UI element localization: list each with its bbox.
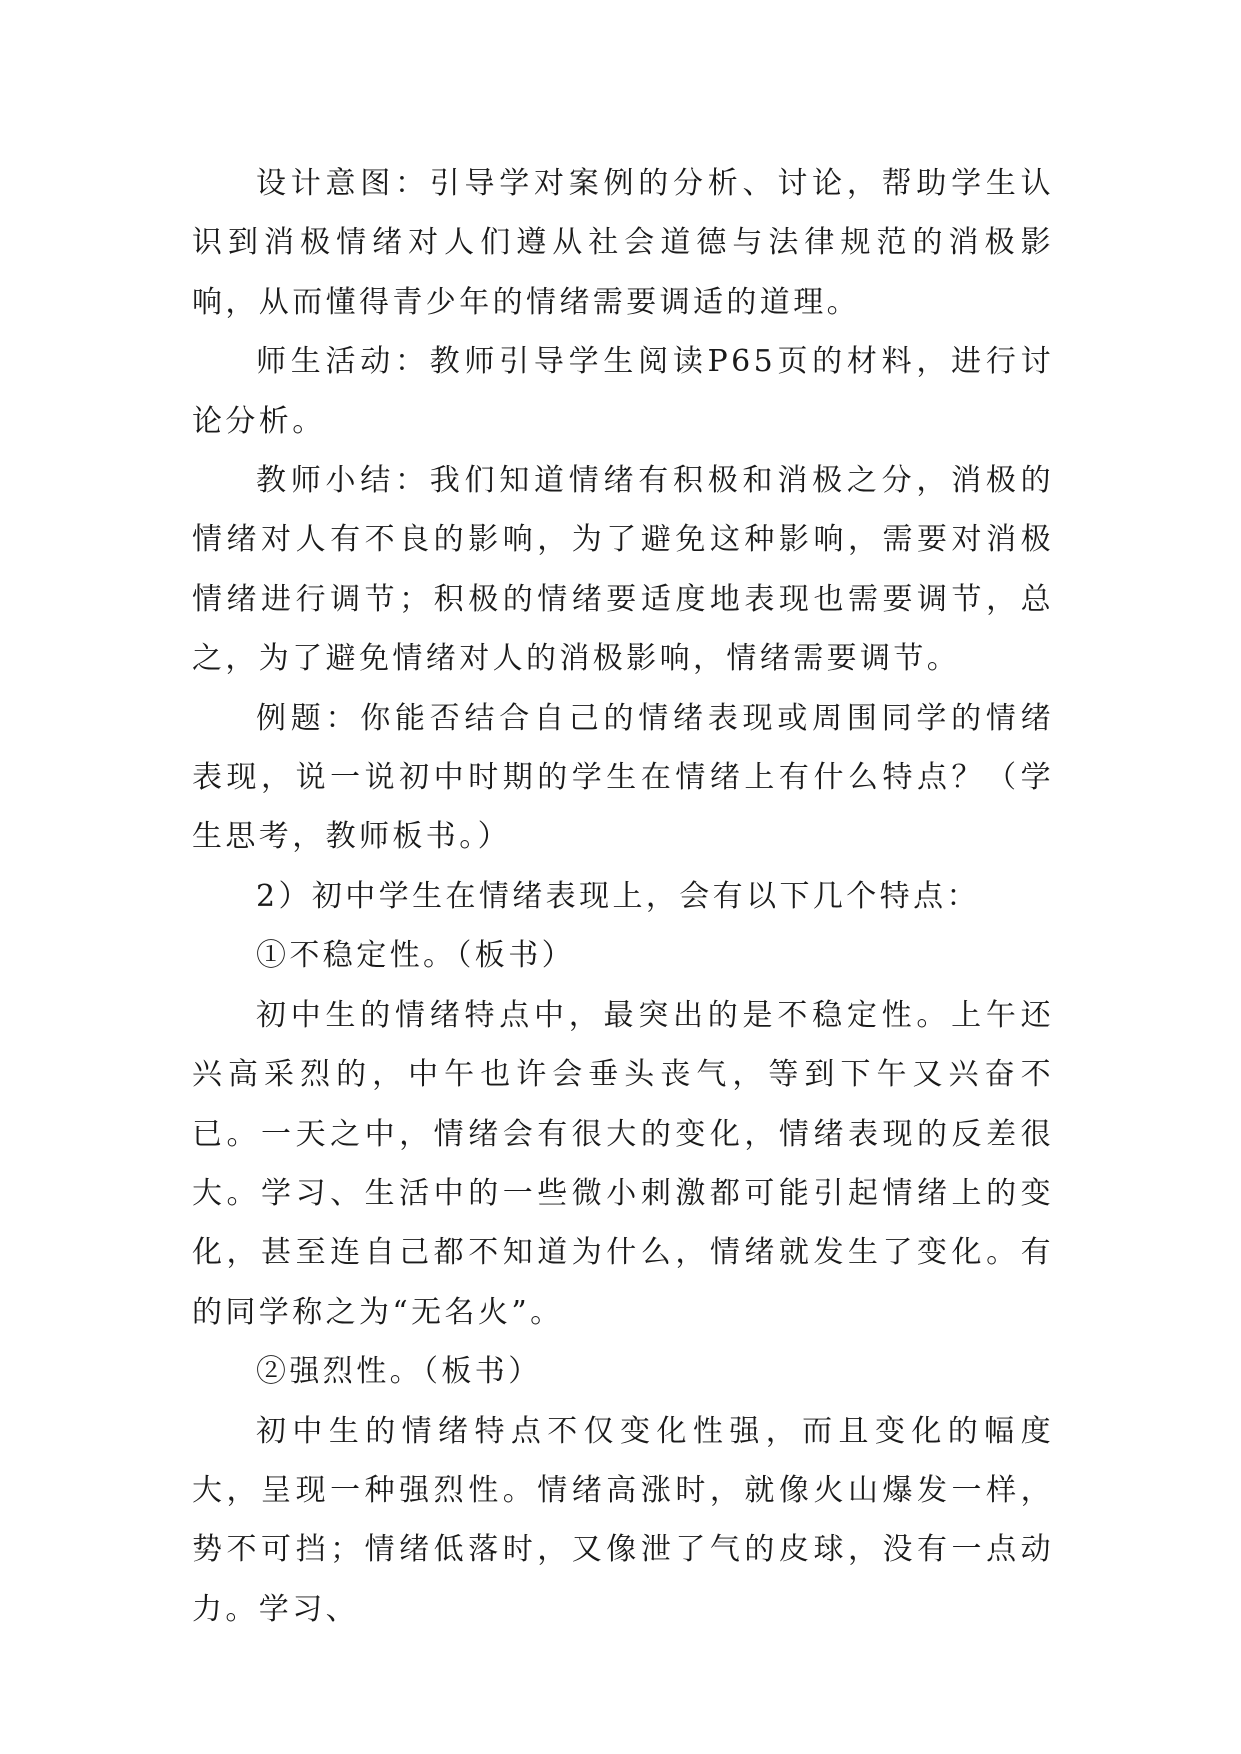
paragraph-intensity-detail: 初中生的情绪特点不仅变化性强，而且变化的幅度大，呈现一种强烈性。情绪高涨时，就像火山爆发一样，势不可挡；情绪低落时，又像泄了气的皮球，没有一点动力。学习、 xyxy=(192,1413,1054,1627)
paragraph-example-question: 例题：你能否结合自己的情绪表现或周围同学的情绪表现，说一说初中时期的学生在情绪上有什么特点？（学生思考，教师板书。） xyxy=(192,700,1054,855)
paragraph-point-intensity: ②强烈性。（板书） xyxy=(256,1354,542,1390)
paragraph-section-heading: 2）初中学生在情绪表现上，会有以下几个特点： xyxy=(256,878,980,914)
paragraph-instability-detail: 初中生的情绪特点中，最突出的是不稳定性。上午还兴高采烈的，中午也许会垂头丧气，等到下午又兴奋不已。一天之中，情绪会有很大的变化，情绪表现的反差很大。学习、生活中的一些微小刺激都可能引起情绪上的变化，甚至连自己都不知道为什么，情绪就发生了变化。有的同学称之为“无名火”。 xyxy=(192,997,1054,1330)
paragraph-design-intent: 设计意图：引导学对案例的分析、讨论，帮助学生认识到消极情绪对人们遵从社会道德与法律规范的消极影响，从而懂得青少年的情绪需要调适的道理。 xyxy=(192,166,1054,320)
paragraph-point-instability: ①不稳定性。（板书） xyxy=(256,938,575,974)
paragraph-teacher-student-activity: 师生活动：教师引导学生阅读P65页的材料，进行讨论分析。 xyxy=(192,344,1054,439)
document-body xyxy=(192,154,1054,1639)
paragraph-teacher-summary: 教师小结：我们知道情绪有积极和消极之分，消极的情绪对人有不良的影响，为了避免这种影响，需要对消极情绪进行调节；积极的情绪要适度地表现也需要调节，总之，为了避免情绪对人的消极影响，情绪需要调节。 xyxy=(192,463,1054,677)
